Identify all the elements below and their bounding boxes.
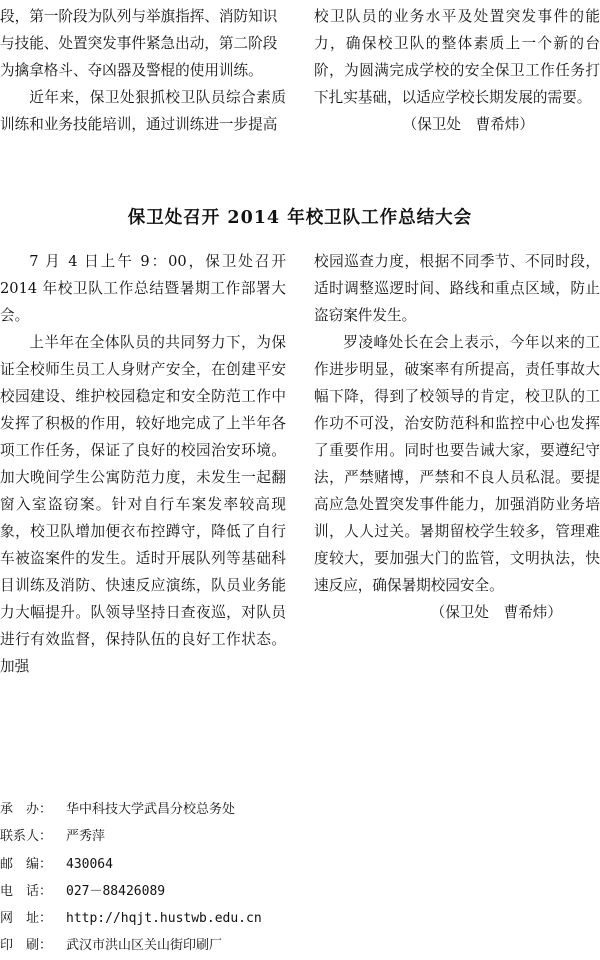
paragraph: 近年来，保卫处狠抓校卫队员综合素质训练和业务技能培训，通过训练进一步提高 bbox=[0, 89, 286, 133]
colophon-label: 网 址： bbox=[0, 911, 53, 927]
colophon-value: 027－88426089 bbox=[66, 883, 166, 899]
signature: （保卫处 曹希炜） bbox=[402, 116, 534, 133]
colophon-row-website bbox=[0, 905, 600, 932]
colophon-label: 邮 编： bbox=[0, 856, 53, 872]
colophon-value: 严秀萍 bbox=[66, 829, 106, 845]
colophon-value: http://hqjt.hustwb.edu.cn bbox=[66, 911, 262, 927]
paragraph: 罗凌峰处长在会上表示，今年以来的工作进步明显，破案率有所提高，责任事故大幅下降，得到了校领导的肯定，校卫队的工作功不可没，治安防范科和监控中心也发挥了重要作用。同时也要告诫大家，要遵纪守法，严禁赌博，严禁和不良人员私混。要提高应急处置突发事件能力，加强消防业务培训，人人过关。暑期留校学生较多，管理难度较大，要加强大门的监管，文明执法，快速反应，确保暑期校园安全。 bbox=[314, 334, 600, 594]
article-continuation-left bbox=[0, 3, 286, 138]
colophon-value: 430064 bbox=[66, 856, 113, 872]
paragraph: 校卫队员的业务水平及处置突发事件的能力，确保校卫队的整体素质上一个新的台阶，为圆满完成学校的安全保卫工作任务打下扎实基础，以适应学校长期发展的需要。 bbox=[314, 8, 600, 106]
paragraph: 校园巡查力度，根据不同季节、不同时段，适时调整巡逻时间、路线和重点区域，防止盗窃案件发生。 bbox=[314, 253, 600, 324]
colophon-value: 华中科技大学武昌分校总务处 bbox=[66, 802, 236, 817]
text-line: 与技能、处置突发事件紧急出动，第二阶段 bbox=[0, 35, 278, 52]
colophon-row-phone bbox=[0, 878, 600, 905]
paragraph: 7 月 4 日上午 9：00，保卫处召开 2014 年校卫队工作总结暨暑期工作部署大会。 bbox=[0, 253, 286, 324]
colophon-row-contact bbox=[0, 823, 600, 850]
colophon-row-organizer bbox=[0, 796, 600, 823]
colophon-row-postcode bbox=[0, 851, 600, 878]
signature: （保卫处 曹希炜） bbox=[430, 604, 562, 621]
article-body-left bbox=[0, 248, 286, 680]
article-body-right bbox=[314, 248, 600, 626]
colophon-label: 联系人： bbox=[0, 829, 53, 845]
text-line: 段，第一阶段为队列与举旗指挥、消防知识 bbox=[0, 8, 278, 25]
article-continuation-right bbox=[314, 3, 600, 138]
text-line: 为擒拿格斗、夺凶器及警棍的使用训练。 bbox=[0, 62, 263, 79]
colophon-value: 武汉市洪山区关山街印刷厂 bbox=[66, 938, 223, 954]
colophon-label: 印 刷： bbox=[0, 938, 53, 954]
colophon-label: 承 办： bbox=[0, 802, 53, 817]
colophon-label: 电 话： bbox=[0, 883, 53, 899]
paragraph: 上半年在全体队员的共同努力下，为保证全校师生员工人身财产安全，在创建平安校园建设、维护校园稳定和安全防范工作中发挥了积极的作用，较好地完成了上半年各项工作任务，保证了良好的校园治安环境。加大晚间学生公寓防范力度，未发生一起翻窗入室盗窃案。针对自行车案发率较高现象，校卫队增加便衣布控蹲守，降低了自行车被盗案件的发生。适时开展队列等基础科目训练及消防、快速反应演练，队员业务能力大幅提升。队领导坚持日查夜巡，对队员进行有效监督，保持队伍的良好工作状态。加强 bbox=[0, 334, 286, 675]
colophon bbox=[0, 796, 600, 960]
article-headline: 保卫处召开 2014 年校卫队工作总结大会 bbox=[127, 208, 473, 228]
